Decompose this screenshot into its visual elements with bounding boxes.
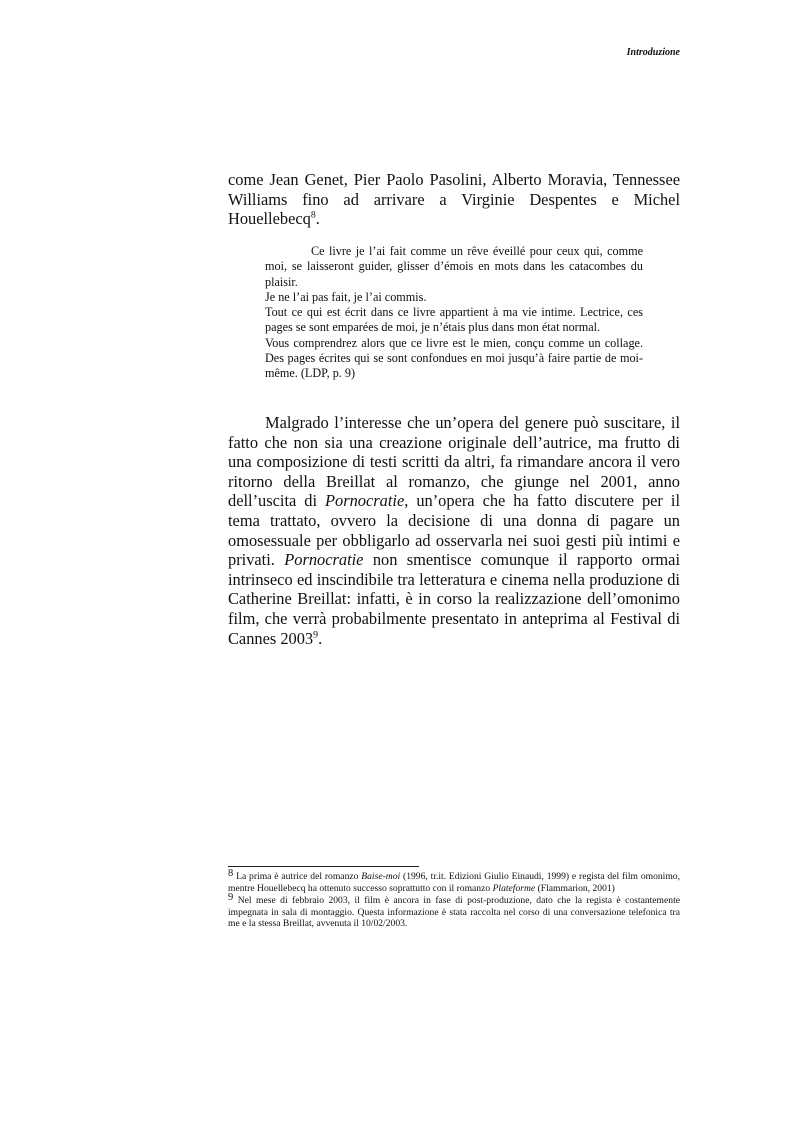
book-title: Baise-moi bbox=[361, 871, 401, 882]
book-title: Pornocratie bbox=[284, 550, 364, 570]
footnote-9 bbox=[228, 892, 680, 930]
footnote-text: (1996, tr.it. Edizioni Giulio Einaudi, 1999) e regista del film omonimo, mentre Houellebecq ha ottenuto successo soprattutto con il romanzo bbox=[228, 871, 680, 894]
footnote-text: (Flammarion, 2001) bbox=[535, 882, 615, 894]
paragraph-text: come Jean Genet, Pier Paolo Pasolini, Alberto Moravia, Tennessee Williams fino ad arrivare a Virginie Despentes e Michel Houellebecq bbox=[228, 170, 680, 229]
paragraph-text: non smentisce comunque il rapporto ormai intrinseco ed inscindibile tra letteratura e cinema nella produzione di Catherine Breillat: infatti, è in corso la realizzazione dell’omonimo film, che verrà probabilmente presentato in anteprima al Festival di Cannes 2003 bbox=[228, 550, 680, 648]
footnote-mark: 8 bbox=[228, 868, 234, 879]
footnote-text: Nel mese di febbraio 2003, il film è ancora in fase di post-produzione, dato che la regista è costantemente impegnata in sala di montaggio. Questa informazione è stata raccolta nel corso di una conversazione telefonica tra me e la stessa Breillat, avvenuta il 10/02/2003. bbox=[228, 895, 680, 930]
quote-line: Je ne l’ai pas fait, je l’ai commis. bbox=[265, 289, 427, 304]
footnote-ref-8[interactable]: 8 bbox=[310, 209, 316, 221]
footnote-mark: 9 bbox=[228, 892, 234, 904]
running-header: Introduzione bbox=[626, 47, 680, 58]
paragraph-end: . bbox=[315, 209, 320, 229]
footnote-ref-9[interactable]: 9 bbox=[313, 629, 319, 641]
footnotes bbox=[228, 868, 680, 930]
paragraph-end: . bbox=[318, 628, 323, 648]
book-title: Plateforme bbox=[492, 882, 536, 894]
body-paragraph-1 bbox=[228, 170, 680, 229]
block-quote bbox=[265, 244, 643, 382]
book-title: Pornocratie bbox=[325, 491, 405, 511]
paragraph-text: , un’opera che ha fatto discutere per il tema trattato, ovvero la decisione di una donna di pagare un omosessuale per obbligarlo ad osservarla nei suoi gesti più intimi e privati. bbox=[228, 491, 680, 570]
paragraph-text: Malgrado l’interesse che un’opera del genere può suscitare, il fatto che non sia una creazione originale dell’autrice, ma frutto di una composizione di testi scritti da altri, fa rimandare ancora il vero ritorno della Breillat al romanzo, che giunge nel 2001, anno dell’uscita di bbox=[228, 413, 680, 511]
quote-line: Vous comprendrez alors que ce livre est le mien, conçu comme un collage. Des pages écrites qui se sont confondues en moi jusqu’à faire partie de moi-même. (LDP, p. 9) bbox=[265, 335, 643, 381]
quote-line: Ce livre je l’ai fait comme un rêve éveillé pour ceux qui, comme moi, se laisseront guider, glisser d’émois en mots dans les catacombes du plaisir. bbox=[265, 244, 643, 289]
footnote-separator bbox=[228, 866, 419, 867]
body-paragraph-2 bbox=[228, 413, 680, 648]
footnote-text: La prima è autrice del romanzo bbox=[233, 871, 362, 882]
quote-line: Tout ce qui est écrit dans ce livre appartient à ma vie intime. Lectrice, ces pages se sont emparées de moi, je n’étais plus dans mon état normal. bbox=[265, 305, 643, 335]
footnote-8 bbox=[228, 868, 680, 894]
